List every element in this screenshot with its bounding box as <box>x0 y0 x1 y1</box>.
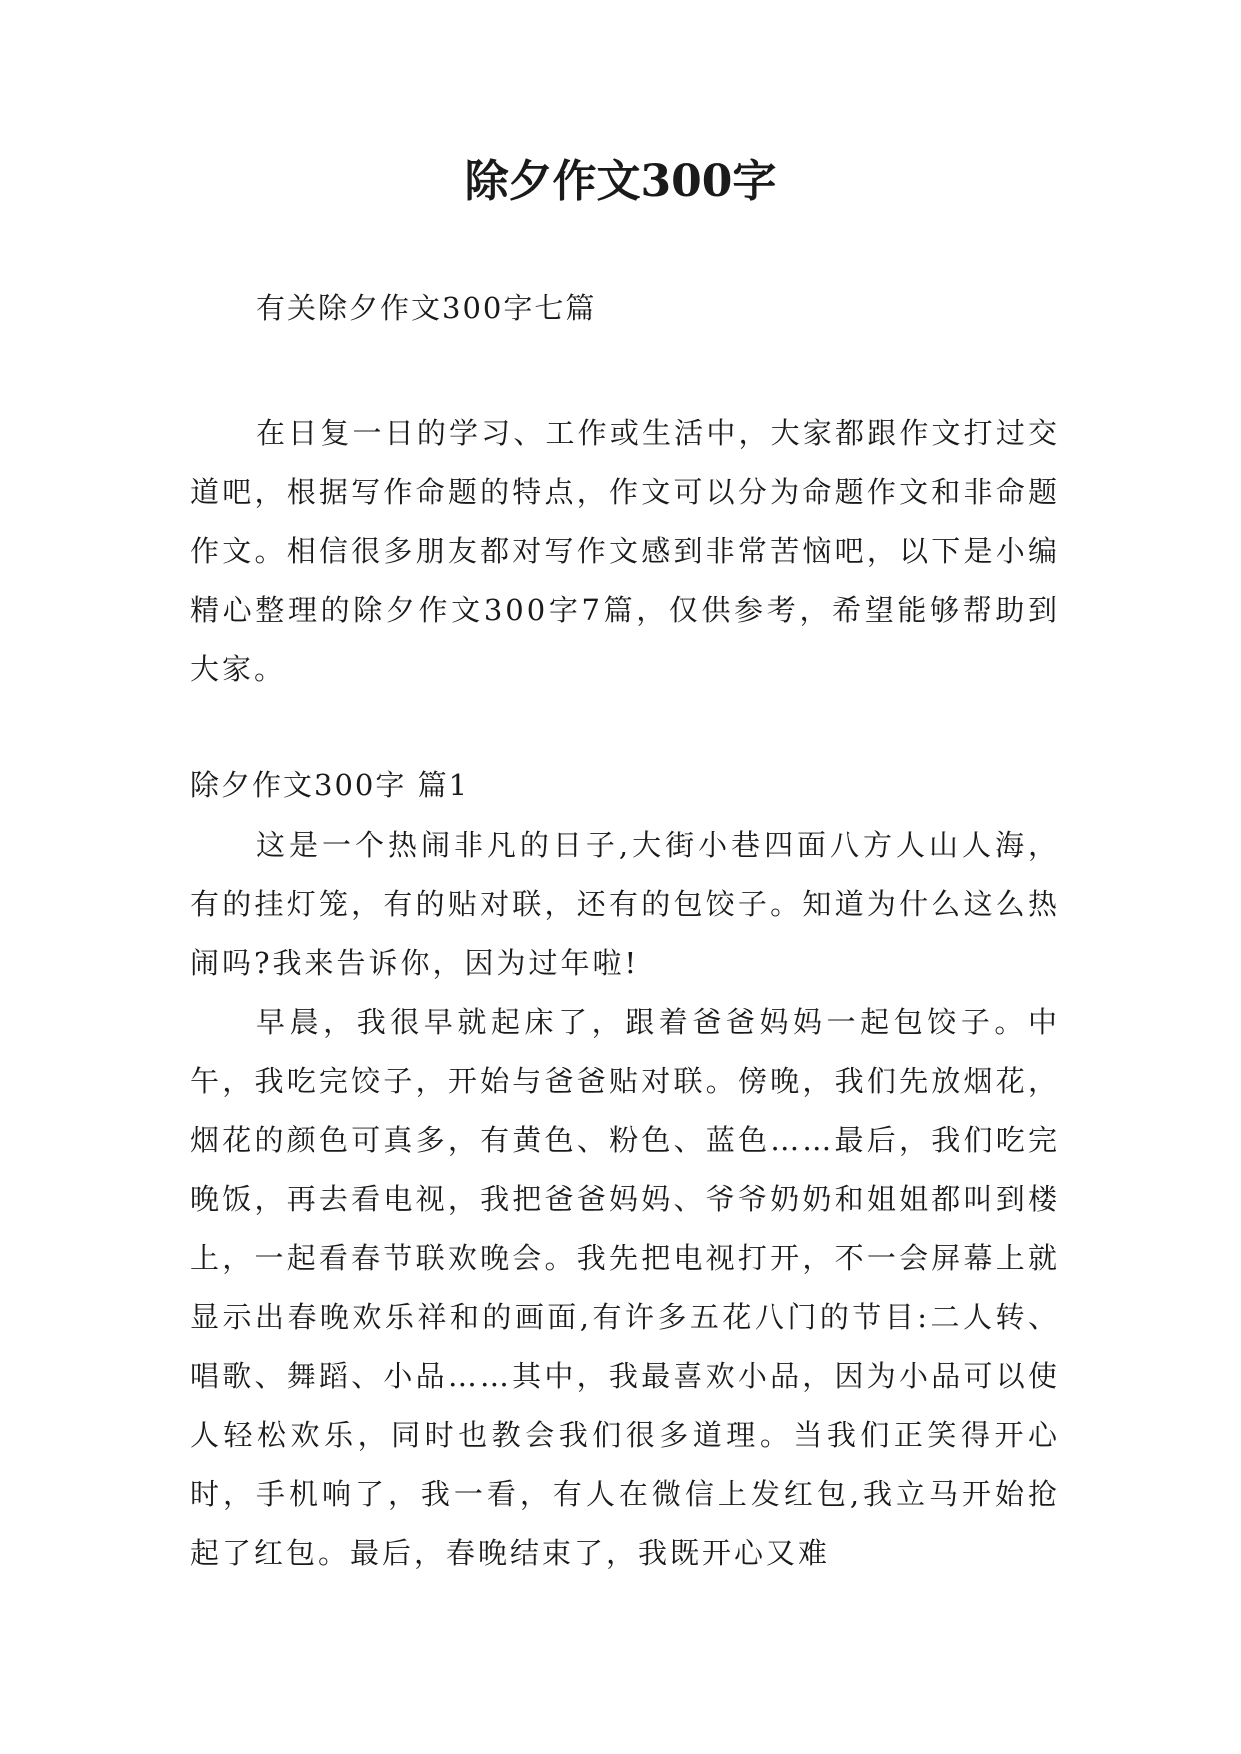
intro-paragraph: 在日复一日的学习、工作或生活中，大家都跟作文打过交道吧，根据写作命题的特点，作文可以分为命题作文和非命题作文。相信很多朋友都对写作文感到非常苦恼吧，以下是小编精心整理的除夕作文300字7篇，仅供参考，希望能够帮助到大家。 <box>190 416 1060 686</box>
section-heading: 除夕作文300字 篇1 <box>190 768 470 802</box>
body-paragraph: 这是一个热闹非凡的日子,大街小巷四面八方人山人海，有的挂灯笼，有的贴对联，还有的包饺子。知道为什么这么热闹吗?我来告诉你，因为过年啦! <box>190 828 1060 980</box>
document-subtitle: 有关除夕作文300字七篇 <box>256 291 597 325</box>
document-title: 除夕作文300字 <box>464 156 777 207</box>
body-paragraph: 早晨，我很早就起床了，跟着爸爸妈妈一起包饺子。中午，我吃完饺子，开始与爸爸贴对联。傍晚，我们先放烟花，烟花的颜色可真多，有黄色、粉色、蓝色……最后，我们吃完晚饭，再去看电视，我把爸爸妈妈、爷爷奶奶和姐姐都叫到楼上，一起看春节联欢晚会。我先把电视打开，不一会屏幕上就显示出春晚欢乐祥和的画面,有许多五花八门的节目:二人转、唱歌、舞蹈、小品……其中，我最喜欢小品，因为小品可以使人轻松欢乐，同时也教会我们很多道理。当我们正笑得开心时，手机响了，我一看，有人在微信上发红包,我立马开始抢起了红包。最后，春晚结束了，我既开心又难 <box>190 1005 1060 1570</box>
